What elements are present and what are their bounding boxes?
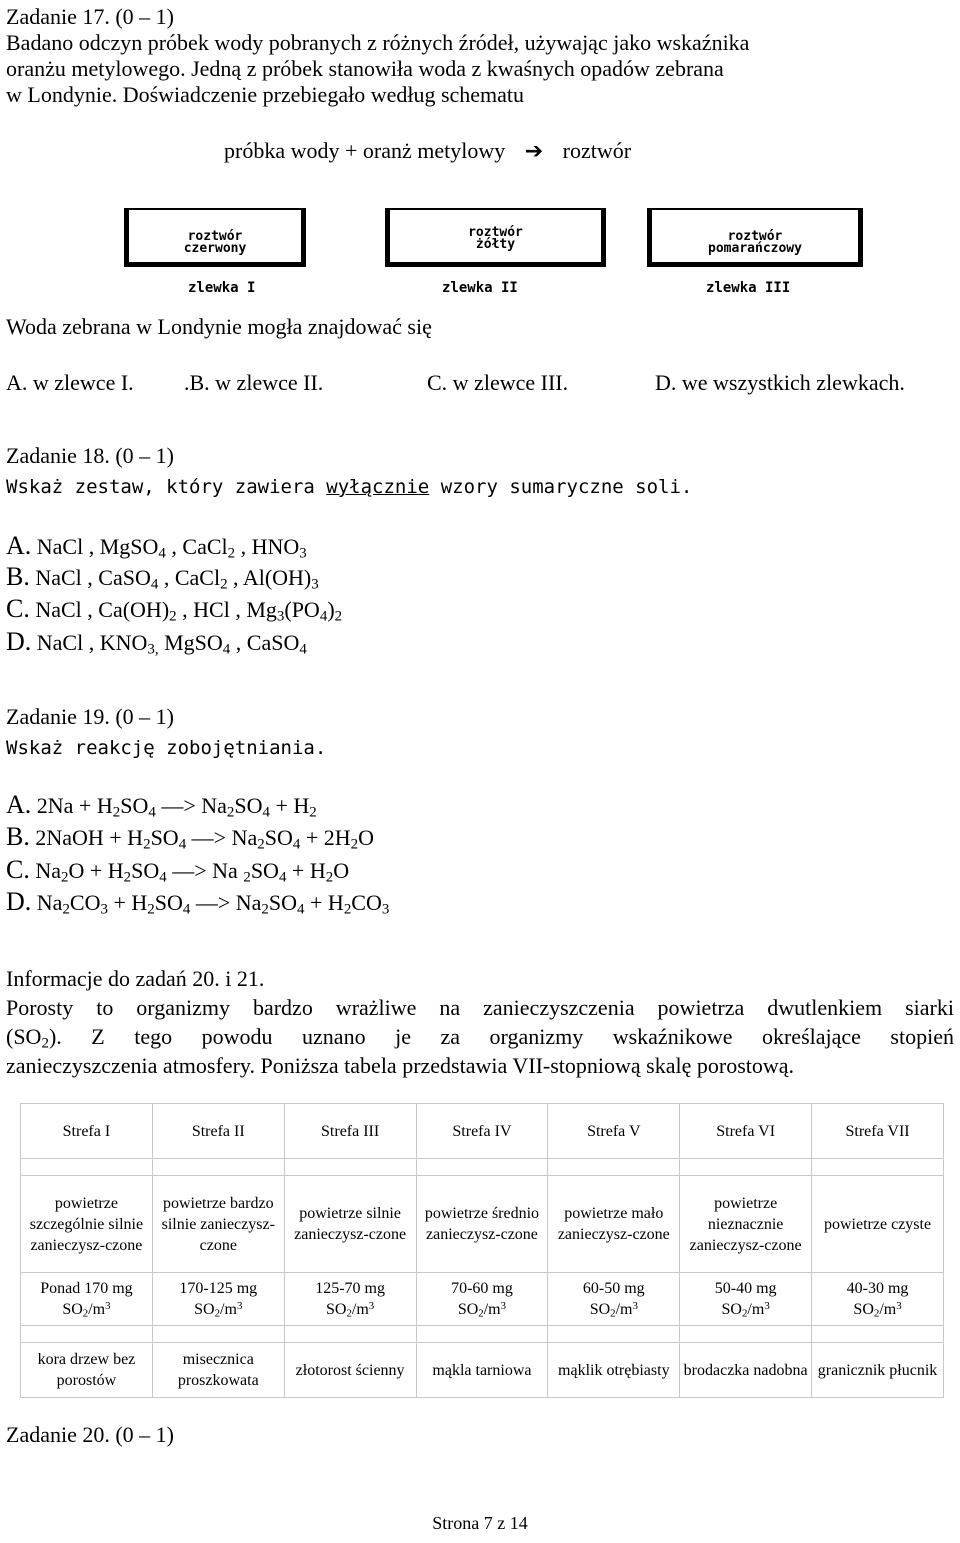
reaction-scheme — [224, 138, 631, 164]
table-row — [21, 1104, 944, 1159]
table-cell: złotorost ścienny — [284, 1343, 416, 1398]
scheme-left: próbka wody + oranż metylowy — [224, 138, 506, 163]
arrow-right-icon: ➔ — [524, 139, 544, 164]
table-cell: 170-125 mg $SO_2/m^3$ — [152, 1273, 284, 1326]
table-cell: 60-50 mg $SO_2/m^3$ — [548, 1273, 680, 1326]
table-cell: powietrze czyste — [812, 1176, 944, 1273]
z18-option-c: C. NaCl , $Ca(OH)_2$ , HCl , $Mg_3(PO_4)_2$ — [6, 594, 343, 625]
z18-question-emphasis: wyłącznie — [326, 476, 430, 498]
table-cell: Strefa I — [21, 1104, 153, 1159]
info-line1: Porosty to organizmy bardzo wrażliwe na zanieczyszczenia powietrza dwutlenkiem siarki — [6, 995, 954, 1020]
beaker-3 — [647, 208, 863, 267]
z17-title: Zadanie 17. (0 – 1) — [6, 4, 174, 29]
z20-title: Zadanie 20. (0 – 1) — [6, 1422, 174, 1447]
beaker-1-line1: roztwór — [187, 229, 243, 244]
table-cell: powietrze mało zanieczysz-czone — [548, 1176, 680, 1273]
table-cell: mąklik otrębiasty — [548, 1343, 680, 1398]
beaker-2-line1: roztwór — [468, 225, 523, 240]
table-cell: 125-70 mg $SO_2/m^3$ — [284, 1273, 416, 1326]
table-cell: misecznica proszkowata — [152, 1343, 284, 1398]
table-cell: 40-30 mg $SO_2/m^3$ — [812, 1273, 944, 1326]
table-cell: Strefa VI — [680, 1104, 812, 1159]
table-cell: Ponad 170 mg $SO_2/m^3$ — [21, 1273, 153, 1326]
table-cell: 50-40 mg $SO_2/m^3$ — [680, 1273, 812, 1326]
table-row — [21, 1176, 944, 1273]
info-line3: zanieczyszczenia atmosfery. Poniższa tabela przedstawia VII-stopniową skalę porostową. — [6, 1053, 795, 1078]
table-cell: kora drzew bez porostów — [21, 1343, 153, 1398]
scheme-right: roztwór — [562, 138, 632, 163]
beaker-1-label: zlewka I — [188, 280, 256, 296]
table-cell: Strefa II — [152, 1104, 284, 1159]
table-cell: Strefa IV — [416, 1104, 548, 1159]
z17-question: Woda zebrana w Londynie mogła znajdować się — [6, 314, 432, 339]
table-cell: powietrze nieznacznie zanieczysz-czone — [680, 1176, 812, 1273]
info-title: Informacje do zadań 20. i 21. — [6, 966, 265, 991]
z18-question: Wskaż zestaw, który zawiera wyłącznie wzory sumaryczne soli. — [6, 476, 693, 498]
table-cell: 70-60 mg $SO_2/m^3$ — [416, 1273, 548, 1326]
z17-option-a: A. w zlewce I. — [6, 370, 134, 395]
z17-text-line1: Badano odczyn próbek wody pobranych z różnych źródeł, używając jako wskaźnika — [6, 30, 750, 55]
z19-question: Wskaż reakcję zobojętniania. — [6, 737, 327, 759]
z18-option-d: D. NaCl , $KNO_{3,}$ MgSO$_4$ , CaSO$_4$ — [6, 627, 307, 658]
table-cell: mąkla tarniowa — [416, 1343, 548, 1398]
table-cell: powietrze średnio zanieczysz-czone — [416, 1176, 548, 1273]
beaker-2 — [385, 208, 606, 267]
lichen-scale-table — [20, 1103, 944, 1398]
table-cell: powietrze szczególnie silnie zanieczysz-czone — [21, 1176, 153, 1273]
table-cell: powietrze bardzo silnie zanieczysz-czone — [152, 1176, 284, 1273]
beaker-1 — [124, 208, 306, 267]
table-cell: brodaczka nadobna — [680, 1343, 812, 1398]
z19-title: Zadanie 19. (0 – 1) — [6, 704, 174, 729]
z19-option-b: B. 2NaOH + $H_2SO_4$ —> $Na_2SO_4 + 2H_2O$ — [6, 822, 374, 853]
beaker-2-line2: żółty — [475, 237, 516, 252]
z17-text-line2: oranżu metylowego. Jedną z próbek stanowiła woda z kwaśnych opadów zebrana — [6, 56, 724, 81]
beaker-1-line2: czerwony — [183, 241, 247, 256]
z19-option-c: C. $Na_2O + H_2SO_4$ —> Na $_2SO_4 + H_2O$ — [6, 855, 350, 886]
z19-option-a: A. $2Na + H_2SO_4$ —> $Na_2SO_4 + H_2$ — [6, 790, 317, 821]
z17-option-b: .B. w zlewce II. — [184, 370, 324, 395]
table-cell: granicznik płucnik — [812, 1343, 944, 1398]
table-cell: Strefa VII — [812, 1104, 944, 1159]
table-cell: Strefa V — [548, 1104, 680, 1159]
table-cell: powietrze silnie zanieczysz-czone — [284, 1176, 416, 1273]
z18-option-b: B. NaCl , CaSO$_4$ , CaCl$_2$ , $Al(OH)_3$ — [6, 562, 319, 593]
z19-option-d: D. $Na_2CO_3 + H_2SO_4$ —> $Na_2SO_4 + H_2CO_3$ — [6, 887, 390, 918]
table-row — [21, 1343, 944, 1398]
table-cell: Strefa III — [284, 1104, 416, 1159]
z18-option-a: A. NaCl , MgSO$_4$ , CaCl$_2$ , $HNO_3$ — [6, 531, 307, 562]
z18-title: Zadanie 18. (0 – 1) — [6, 443, 174, 468]
info-line2: $(SO_2)$. Z tego powodu uznano je za organizmy wskaźnikowe określające stopień — [6, 1024, 954, 1052]
beaker-3-label: zlewka III — [706, 280, 791, 296]
z17-text-line3: w Londynie. Doświadczenie przebiegało według schematu — [6, 82, 525, 107]
beaker-3-line1: roztwór — [727, 229, 783, 244]
z17-option-c: C. w zlewce III. — [427, 370, 569, 395]
beaker-2-label: zlewka II — [442, 280, 518, 296]
beaker-3-line2: pomarańczowy — [708, 241, 802, 256]
z17-option-d: D. we wszystkich zlewkach. — [655, 370, 905, 395]
table-row — [21, 1273, 944, 1326]
page-footer: Strona 7 z 14 — [432, 1513, 528, 1533]
